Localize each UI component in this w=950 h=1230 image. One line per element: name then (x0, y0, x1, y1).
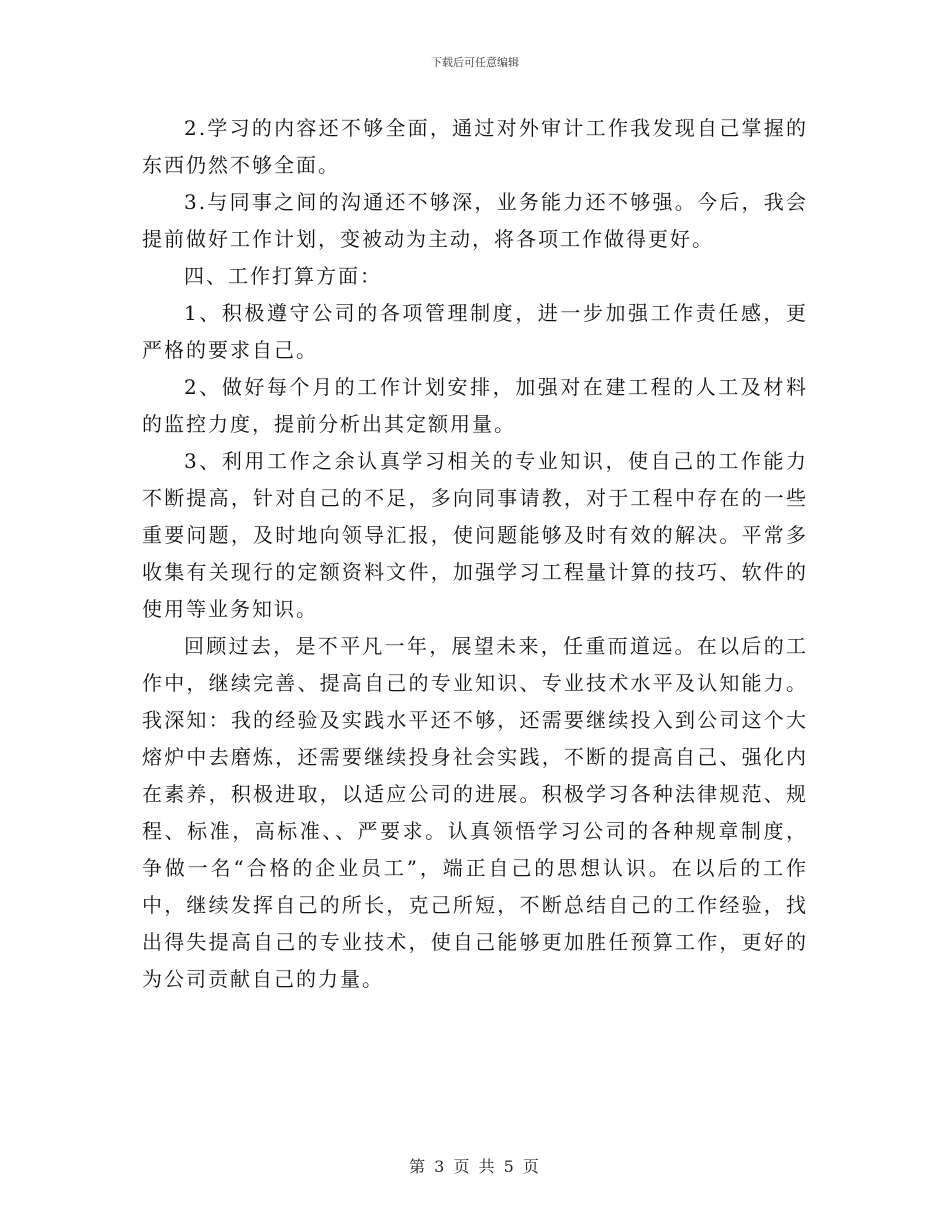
page-header: 下载后可任意编辑 (431, 56, 519, 69)
paragraph-4: 2、做好每个月的工作计划安排，加强对在建工程的人工及材料的监控力度，提前分析出其定额用量。 (142, 375, 808, 436)
paragraph-5: 3、利用工作之余认真学习相关的专业知识，使自己的工作能力不断提高，针对自己的不足，多向同事请教，对于工程中存在的一些重要问题，及时地向领导汇报，使问题能够及时有效的解决。平常多收集有关现行的定额资料文件，加强学习工程量计算的技巧、软件的使用等业务知识。 (142, 449, 808, 621)
document-body (142, 110, 808, 998)
page-number: 第 3 页 共 5 页 (409, 1157, 541, 1176)
paragraph-1: 2.学习的内容还不够全面，通过对外审计工作我发现自己掌握的东西仍然不够全面。 (142, 116, 808, 177)
paragraph-6: 回顾过去，是不平凡一年，展望未来，任重而道远。在以后的工作中，继续完善、提高自己的专业知识、专业技术水平及认知能力。我深知：我的经验及实践水平还不够，还需要继续投入到公司这个大熔炉中去磨炼，还需要继续投身社会实践，不断的提高自己、强化内在素养，积极进取，以适应公司的进展。积极学习各种法律规范、规程、标准，高标准、、严要求。认真领悟学习公司的各种规章制度，争做一名“合格的企业员工”，端正自己的思想认识。在以后的工作中，继续发挥自己的所长，克己所短，不断总结自己的工作经验，找出得失提高自己的专业技术，使自己能够更加胜任预算工作，更好的为公司贡献自己的力量。 (142, 634, 808, 991)
section-heading: 四、工作打算方面： (184, 264, 382, 288)
paragraph-3: 1、积极遵守公司的各项管理制度，进一步加强工作责任感，更严格的要求自己。 (142, 301, 808, 362)
paragraph-2: 3.与同事之间的沟通还不够深，业务能力还不够强。今后，我会提前做好工作计划，变被动为主动，将各项工作做得更好。 (142, 190, 808, 251)
